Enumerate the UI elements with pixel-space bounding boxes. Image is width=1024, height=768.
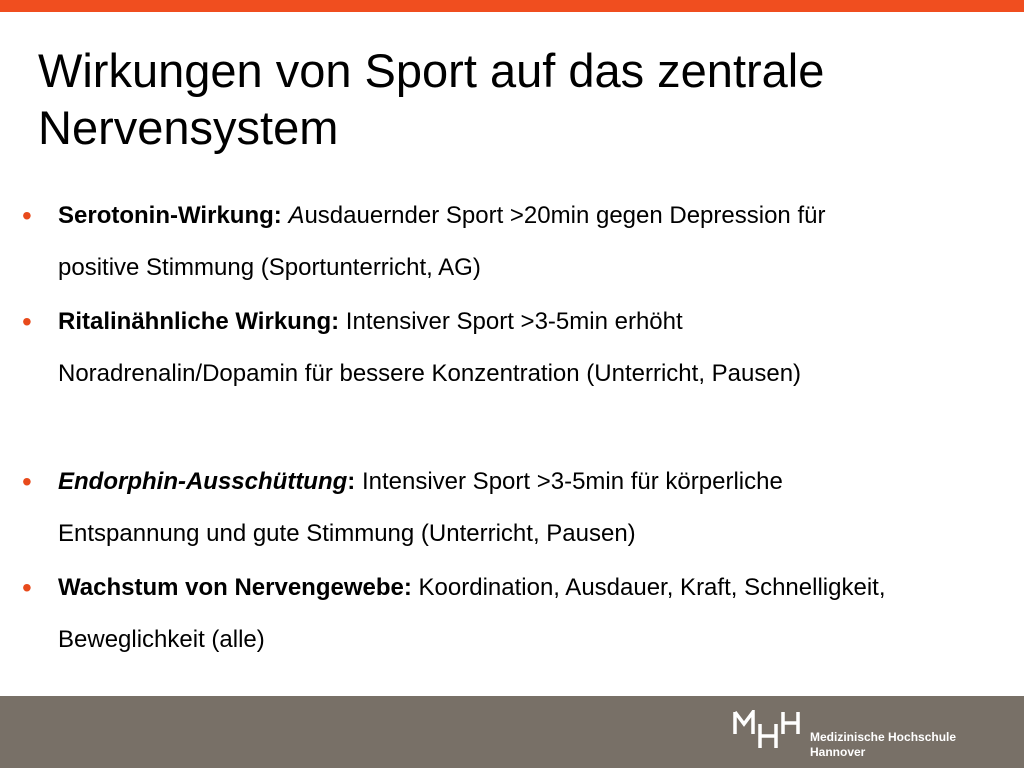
bullet-lead-suffix: :: [347, 468, 356, 495]
bullet-dot-icon: •: [22, 200, 32, 231]
bullet-text: [58, 456, 908, 560]
bullet-body-italic: A: [288, 202, 305, 229]
bullet-lead: Ritalinähnliche Wirkung:: [58, 308, 340, 335]
bullet-body: Intensiver Sport >3-5min erhöht Noradrenalin/Dopamin für bessere Konzentration (Unterricht, Pausen): [58, 308, 802, 387]
mhh-logo-text: [810, 730, 956, 760]
slide-title-line-1: Wirkungen von Sport auf das zentrale: [38, 44, 825, 97]
bullet-dot-icon: •: [22, 466, 32, 497]
mhh-logo-mark-icon: [732, 710, 802, 750]
bullet-lead: Serotonin-Wirkung:: [58, 202, 282, 229]
mhh-logo: [732, 710, 962, 760]
bullet-lead: Endorphin-Ausschüttung: [58, 468, 348, 495]
top-accent-bar: [0, 0, 1024, 12]
logo-name-line-2: Hannover: [810, 745, 866, 759]
slide-title: [38, 42, 978, 156]
bullet-body: usdauernder Sport >20min gegen Depression für positive Stimmung (Sportunterricht, AG): [58, 202, 826, 281]
bullet-body: Intensiver Sport >3-5min für körperliche Entspannung und gute Stimmung (Unterricht, Pausen): [58, 468, 783, 547]
bullet-text: [58, 562, 908, 666]
bullet-text: [58, 190, 908, 294]
bullet-text: [58, 296, 908, 400]
bullet-dot-icon: •: [22, 572, 32, 603]
bullet-dot-icon: •: [22, 306, 32, 337]
logo-name-line-1: Medizinische Hochschule: [810, 730, 957, 744]
slide-title-line-2: Nervensystem: [38, 101, 339, 154]
bullet-lead: Wachstum von Nervengewebe:: [58, 574, 412, 601]
bullet-body: Koordination, Ausdauer, Kraft, Schnelligkeit, Beweglichkeit (alle): [58, 574, 886, 653]
